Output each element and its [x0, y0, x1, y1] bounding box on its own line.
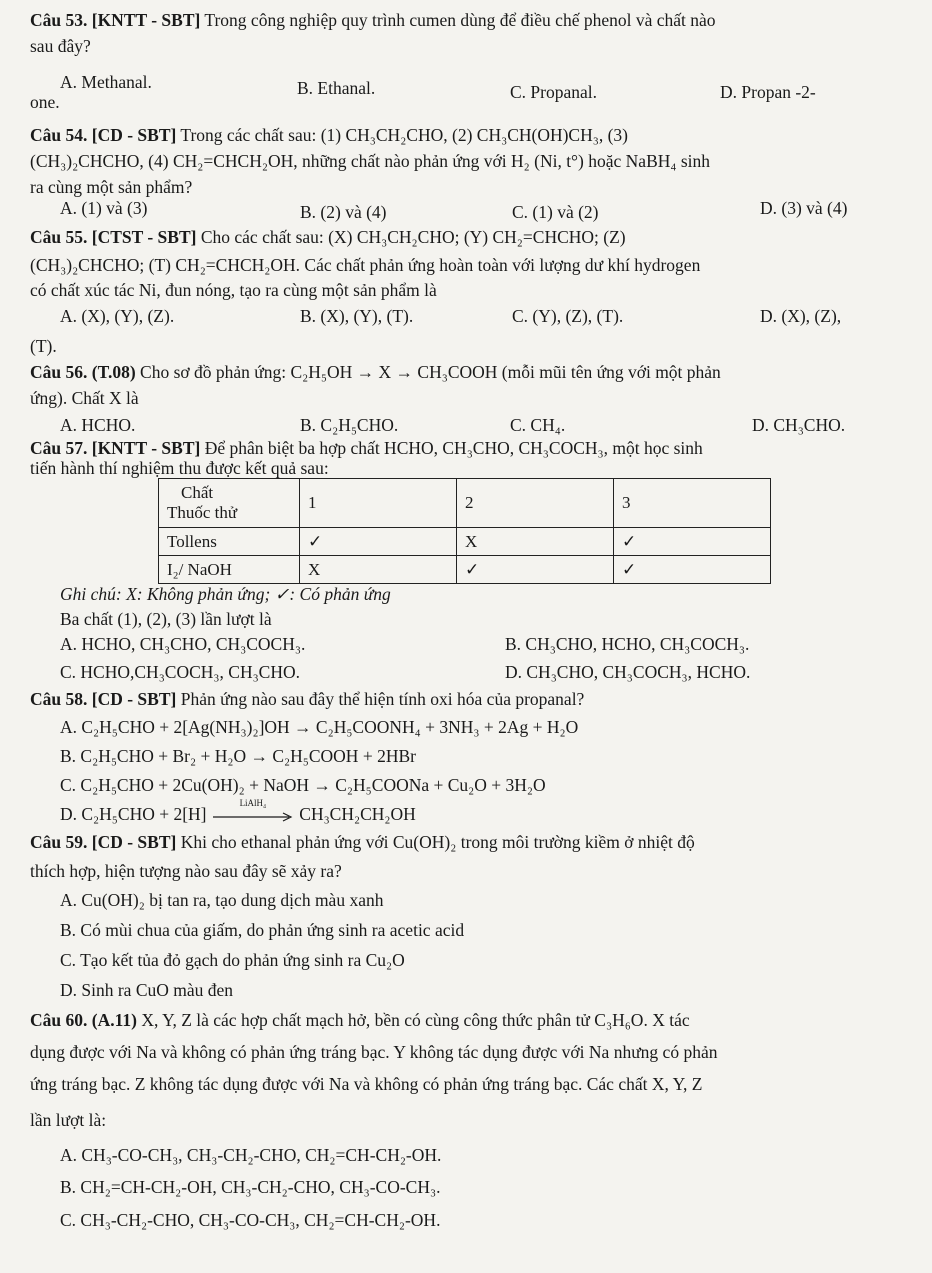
q56-option-b: B. C₂H₅CHO. — [300, 415, 399, 435]
q59-line1 — [30, 830, 695, 854]
q60-option-b: B. CH₂=CH-CH₂-OH, CH₃-CH₂-CHO, CH₃-CO-CH₃. — [60, 1177, 441, 1197]
q55-option-d: D. (X), (Z), — [760, 306, 842, 326]
q56-line2: ứng). Chất X là — [30, 388, 139, 408]
q57-note: Ghi chú: X: Không phản ứng; ✓: Có phản ứng — [60, 584, 391, 604]
q55-tail: (T). — [30, 336, 57, 356]
q54-option-b: B. (2) và (4) — [300, 202, 387, 222]
arrow-icon — [211, 806, 295, 826]
q58-option-d-left: D. C₂H₅CHO + 2[H] — [60, 804, 207, 824]
q60-text1: X, Y, Z là các hợp chất mạch hở, bền có cùng công thức phân tử C₃H₆O. X tác — [141, 1010, 690, 1030]
table-cell: ✓ — [457, 556, 614, 584]
q55-option-b: B. (X), (Y), (T). — [300, 306, 414, 326]
table-corner-top: Chất — [181, 483, 214, 502]
q55-option-c: C. (Y), (Z), (T). — [512, 306, 624, 326]
q58-line1 — [30, 687, 584, 711]
q59-text1: Khi cho ethanal phản ứng với Cu(OH)₂ trong môi trường kiềm ở nhiệt độ — [180, 832, 695, 852]
table-cell: ✓ — [614, 556, 771, 584]
q56-line1 — [30, 360, 721, 384]
q53-cont: sau đây? — [30, 36, 91, 56]
table-cell: ✓ — [614, 528, 771, 556]
q60-option-a: A. CH₃-CO-CH₃, CH₃-CH₂-CHO, CH₂=CH-CH₂-OH. — [60, 1145, 442, 1165]
q57-line2: tiến hành thí nghiệm thu được kết quả sau: — [30, 458, 329, 478]
table-corner-bottom: Thuốc thử — [167, 503, 238, 522]
q56-text1: Cho sơ đồ phản ứng: C₂H₅OH → X → CH₃COOH (mỗi mũi tên ứng với một phản — [140, 362, 721, 382]
q53-tail: one. — [30, 92, 60, 112]
q55-line1 — [30, 225, 626, 249]
table-cell: X — [300, 556, 457, 584]
q59-head: Câu 59. [CD - SBT] — [30, 832, 177, 852]
q54-head: Câu 54. [CD - SBT] — [30, 125, 177, 145]
reaction-arrow — [211, 797, 295, 826]
q59-option-b: B. Có mùi chua của giấm, do phản ứng sinh ra acetic acid — [60, 920, 465, 940]
q56-option-c: C. CH₄. — [510, 415, 566, 435]
q59-line2: thích hợp, hiện tượng nào sau đây sẽ xảy ra? — [30, 861, 342, 881]
q53-text: Trong công nghiệp quy trình cumen dùng để điều chế phenol và chất nào — [204, 10, 716, 30]
table-cell: ✓ — [300, 528, 457, 556]
q58-option-b: B. C₂H₅CHO + Br₂ + H₂O → C₂H₅COOH + 2HBr — [60, 746, 416, 766]
q54-option-c: C. (1) và (2) — [512, 202, 599, 222]
q57-option-d: D. CH₃CHO, CH₃COCH₃, HCHO. — [505, 662, 751, 682]
q57-option-c: C. HCHO,CH₃COCH₃, CH₃CHO. — [60, 662, 301, 682]
q54-line3: ra cùng một sản phẩm? — [30, 177, 193, 197]
table-row-label: I₂/ NaOH — [159, 556, 300, 584]
table-col-header: 3 — [614, 479, 771, 528]
q60-head: Câu 60. (A.11) — [30, 1010, 137, 1030]
q55-option-a: A. (X), (Y), (Z). — [60, 306, 175, 326]
table-cell: X — [457, 528, 614, 556]
q54-line1 — [30, 123, 628, 147]
q53-option-a: A. Methanal. — [60, 72, 152, 92]
q54-line2: (CH₃)₂CHCHO, (4) CH₂=CHCH₂OH, những chất nào phản ứng với H₂ (Ni, t°) hoặc NaBH₄ sinh — [30, 151, 711, 171]
table-row — [159, 528, 771, 556]
q55-text1: Cho các chất sau: (X) CH₃CH₂CHO; (Y) CH₂=CHCHO; (Z) — [200, 227, 626, 247]
q54-text1: Trong các chất sau: (1) CH₃CH₂CHO, (2) CH₃CH(OH)CH₃, (3) — [180, 125, 628, 145]
q58-text: Phản ứng nào sau đây thể hiện tính oxi hóa của propanal? — [180, 689, 585, 709]
q53-option-b: B. Ethanal. — [297, 78, 376, 98]
q60-line3: ứng tráng bạc. Z không tác dụng được với Na và không có phản ứng tráng bạc. Các chất X, Y, Z — [30, 1074, 703, 1094]
q58-option-d-right: CH₃CH₂CH₂OH — [299, 804, 416, 824]
q57-option-b: B. CH₃CHO, HCHO, CH₃COCH₃. — [505, 634, 750, 654]
q56-option-a: A. HCHO. — [60, 415, 136, 435]
table-header-row — [159, 479, 771, 528]
q59-option-a: A. Cu(OH)₂ bị tan ra, tạo dung dịch màu xanh — [60, 890, 384, 910]
table-col-header: 1 — [300, 479, 457, 528]
q57-text1: Để phân biệt ba hợp chất HCHO, CH₃CHO, CH₃COCH₃, một học sinh — [204, 438, 703, 458]
q56-head: Câu 56. (T.08) — [30, 362, 136, 382]
q59-option-c: C. Tạo kết tủa đỏ gạch do phản ứng sinh ra Cu₂O — [60, 950, 405, 970]
table-corner-cell — [159, 479, 300, 528]
q54-option-d: D. (3) và (4) — [760, 198, 848, 218]
q54-option-a: A. (1) và (3) — [60, 198, 148, 218]
q56-option-d: D. CH₃CHO. — [752, 415, 846, 435]
q53-option-c: C. Propanal. — [510, 82, 598, 102]
q59-option-d: D. Sinh ra CuO màu đen — [60, 980, 234, 1000]
q60-line2: dụng được với Na và không có phản ứng tráng bạc. Y không tác dụng được với Na nhưng có phản — [30, 1042, 718, 1062]
q55-head: Câu 55. [CTST - SBT] — [30, 227, 197, 247]
table-row — [159, 556, 771, 584]
table-row-label: Tollens — [159, 528, 300, 556]
arrow-reagent: LiAlH₄ — [239, 797, 267, 808]
q60-line4: lần lượt là: — [30, 1110, 107, 1130]
q57-head: Câu 57. [KNTT - SBT] — [30, 438, 201, 458]
q57-option-a: A. HCHO, CH₃CHO, CH₃COCH₃. — [60, 634, 306, 654]
q53-line1 — [30, 8, 716, 32]
q60-line1 — [30, 1008, 690, 1032]
q58-head: Câu 58. [CD - SBT] — [30, 689, 177, 709]
q58-option-a: A. C₂H₅CHO + 2[Ag(NH₃)₂]OH → C₂H₅COONH₄ + 3NH₃ + 2Ag + H₂O — [60, 717, 579, 737]
q58-option-c: C. C₂H₅CHO + 2Cu(OH)₂ + NaOH → C₂H₅COONa + Cu₂O + 3H₂O — [60, 775, 546, 795]
q55-line2: (CH₃)₂CHCHO; (T) CH₂=CHCH₂OH. Các chất phản ứng hoàn toàn với lượng dư khí hydrogen — [30, 255, 701, 275]
q55-line3: có chất xúc tác Ni, đun nóng, tạo ra cùng một sản phẩm là — [30, 280, 437, 300]
q53-head: Câu 53. [KNTT - SBT] — [30, 10, 201, 30]
table-col-header: 2 — [457, 479, 614, 528]
q57-ask: Ba chất (1), (2), (3) lần lượt là — [60, 609, 272, 629]
result-table — [158, 478, 771, 584]
q58-option-d — [60, 797, 416, 826]
q60-option-c: C. CH₃-CH₂-CHO, CH₃-CO-CH₃, CH₂=CH-CH₂-OH. — [60, 1210, 441, 1230]
q53-option-d: D. Propan -2- — [720, 82, 816, 102]
